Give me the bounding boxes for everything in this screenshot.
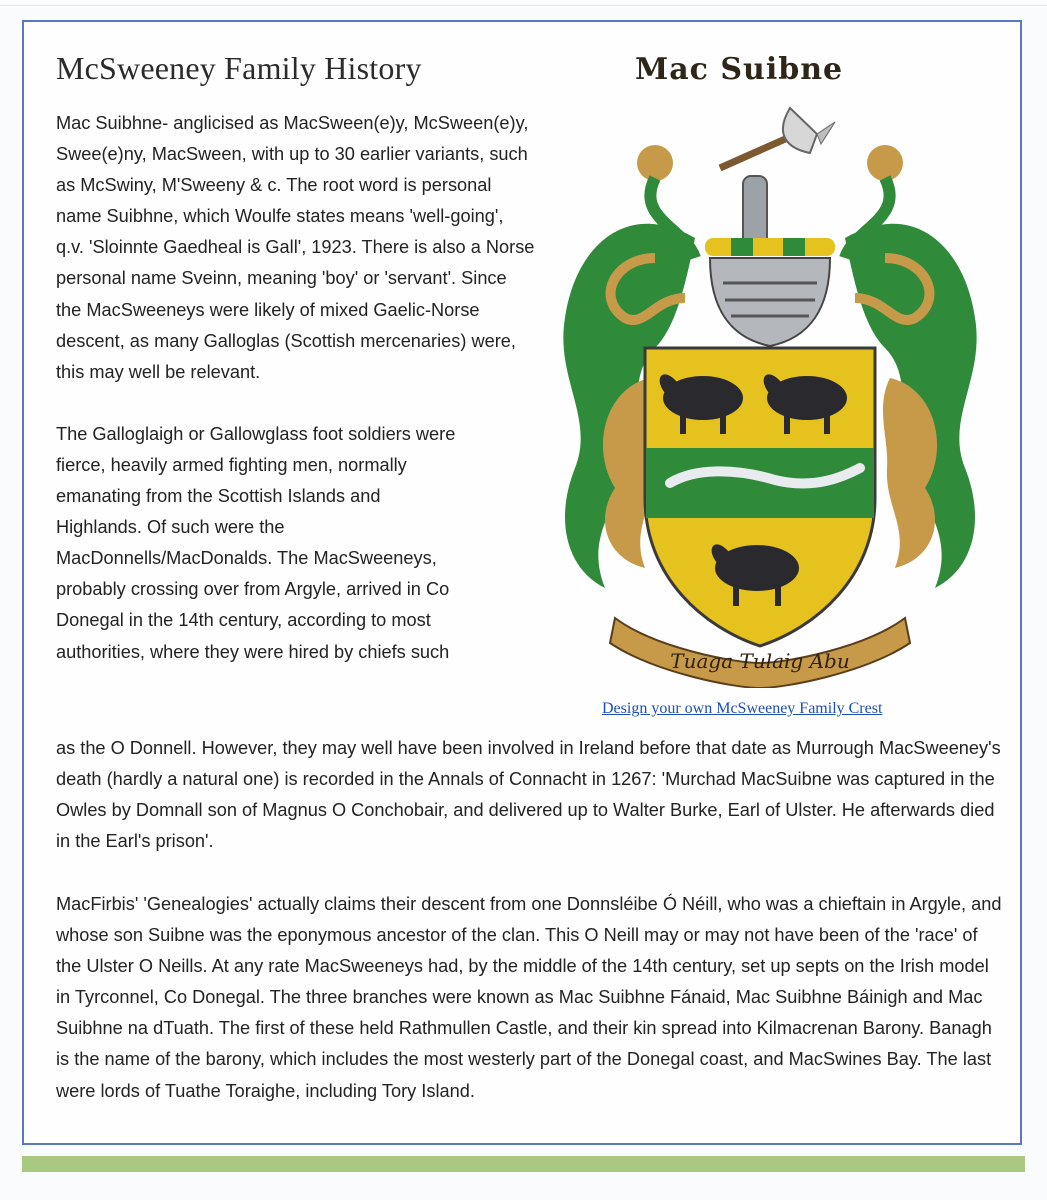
crest-motto: Tuaga Tulaig Abu [670, 649, 850, 673]
bottom-bar [22, 1156, 1025, 1172]
page-title: McSweeney Family History [56, 50, 422, 86]
crest-illustration [535, 48, 1005, 688]
gallowglass-line: fierce, heavily armed fighting men, normally [56, 454, 407, 475]
intro-column [56, 108, 536, 668]
gallowglass-line: authorities, where they were hired by chiefs such [56, 641, 450, 662]
axe-head-icon [783, 108, 817, 153]
gallowglass-line: Donegal in the 14th century, according to most [56, 610, 431, 631]
family-crest [535, 48, 1005, 688]
axe-spike [817, 122, 835, 144]
gallowglass-line: MacDonnells/MacDonalds. The MacSweeneys, [56, 548, 437, 569]
torse [705, 238, 835, 256]
design-crest-link[interactable]: Design your own McSweeney Family Crest [602, 700, 883, 717]
gallowglass-line: emanating from the Scottish Islands and [56, 486, 381, 507]
torse-band [731, 238, 753, 256]
tassel-left [637, 145, 673, 181]
paragraph-gallowglass [56, 419, 536, 668]
top-rule [0, 5, 1047, 6]
paragraph-name-origin: Mac Suibhne- anglicised as MacSween(e)y, McSween(e)y, Swee(e)ny, MacSween, with up to 30 earlier variants, such as McSwiny, M'Sweeny & c. The root word is personal name Suibhne, which Woulfe states means 'well-going', q.v. 'Sloinnte Gaedheal is Gall', 1923. There is also a Norse personal name Sveinn, meaning 'boy' or 'servant'. Since the MacSweeneys were likely of mixed Gaelic-Norse descent, as many Galloglas (Scottish mercenaries) were, this may well be relevant. [56, 113, 535, 382]
armored-arm [743, 176, 767, 246]
gallowglass-line: probably crossing over from Argyle, arrived in Co [56, 579, 450, 600]
tassel-right [867, 145, 903, 181]
paragraph-gallowglass-continued: as the O Donnell. However, they may well have been involved in Ireland before that date as Murrough MacSweeney's death (hardly a natural one) is recorded in the Annals of Connacht in 1267: 'Murchad MacSuibne was captured in the Owles by Domnall son of Magnus O Conchobair, and delivered up to Walter Burke, Earl of Ulster. He afterwards died in the Earl's prison'. [56, 738, 1001, 852]
crest-title: Mac Suibne [635, 52, 844, 87]
gallowglass-line: The Galloglaigh or Gallowglass foot soldiers were [56, 423, 456, 444]
paragraph-genealogies: MacFirbis' 'Genealogies' actually claims their descent from one Donnsléibe Ó Néill, who was a chieftain in Argyle, and whose son Suibne was the eponymous ancestor of the clan. This O Neill may or may not have been of the 'race' of the Ulster O Neills. At any rate MacSweeneys had, by the middle of the 14th century, set up septs on the Irish model in Tyrconnel, Co Donegal. The three branches were known as Mac Suibhne Fánaid, Mac Suibhne Báinigh and Mac Suibhne na dTuath. The first of these held Rathmullen Castle, and their kin spread into Kilmacrenan Barony. Banagh is the name of the barony, which includes the most westerly part of the Donegal coast, and MacSwines Bay. The last were lords of Tuathe Toraighe, including Tory Island. [56, 894, 1002, 1101]
gallowglass-line: Highlands. Of such were the [56, 517, 285, 538]
helmet-icon [710, 258, 830, 346]
torse-band [783, 238, 805, 256]
